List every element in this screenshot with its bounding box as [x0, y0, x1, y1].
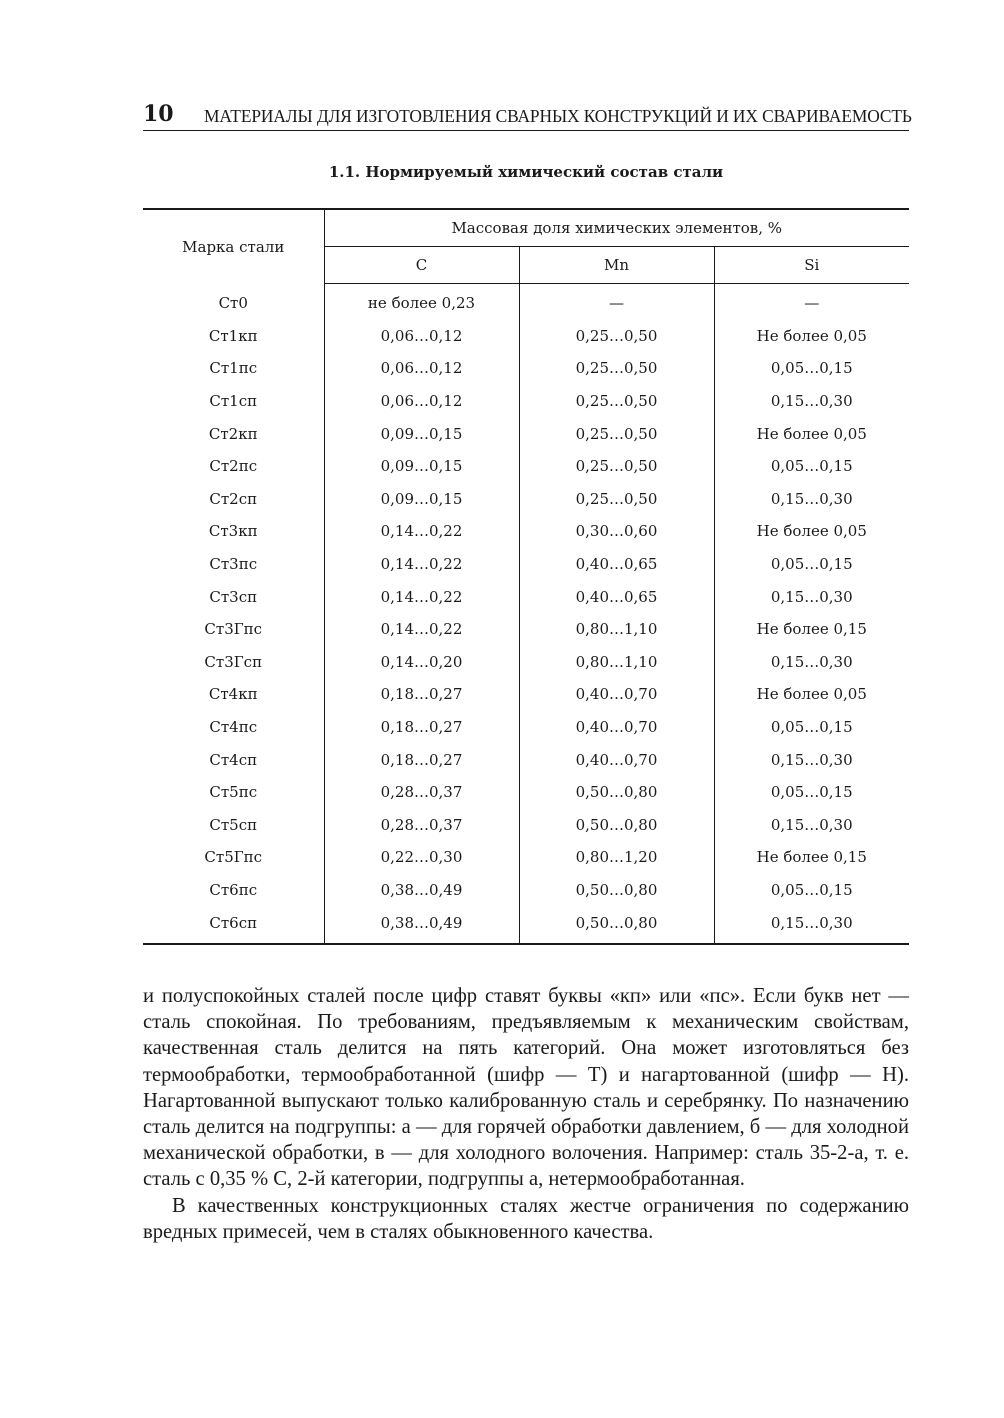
table-row — [143, 580, 909, 613]
paragraph: и полуспокойных сталей после цифр ставят буквы «кп» или «пс». Если букв нет — сталь спокойная. По требованиям, предъявляемым к механическим свойствам, качественная сталь делится на пять категорий. Она может изготовляться без термообработки, термообработанной (шифр — Т) и нагартованной (шифр — Н). Нагартованной выпускают только калиброванную сталь и серебрянку. По назначению сталь делится на подгруппы: а — для горячей обработки давлением, б — для холодной механической обработки, в — для холодного волочения. Например: сталь 35-2-а, т. е. сталь с 0,35 % С, 2-й категории, подгруппы а, нетермообработанная. — [143, 985, 909, 1191]
paragraph: В качественных конструкционных сталях жестче ограничения по содержанию вредных примесей, чем в сталях обыкновенного качества. — [143, 1194, 909, 1243]
cell-grade: Ст1сп — [209, 392, 258, 411]
cell-si: 0,05…0,15 — [714, 548, 909, 581]
cell-c: 0,14…0,20 — [324, 646, 519, 679]
cell-mn: 0,40…0,70 — [519, 743, 714, 776]
cell-si: Не более 0,05 — [714, 417, 909, 450]
cell-grade: Ст2сп — [209, 489, 258, 508]
cell-mn: 0,40…0,70 — [519, 678, 714, 711]
cell-grade: Ст5сп — [209, 815, 258, 834]
table-row — [143, 743, 909, 776]
cell-grade: Ст0 — [218, 294, 248, 313]
cell-grade: Ст4сп — [209, 750, 258, 769]
cell-c: 0,09…0,15 — [324, 483, 519, 516]
cell-grade: Ст6пс — [209, 880, 258, 899]
table-row — [143, 548, 909, 581]
cell-grade: Ст5пс — [209, 783, 258, 802]
header-mn: Mn — [519, 247, 714, 284]
cell-mn: 0,25…0,50 — [519, 352, 714, 385]
cell-c: 0,06…0,12 — [324, 320, 519, 353]
table-row — [143, 711, 909, 744]
cell-mn: 0,40…0,65 — [519, 580, 714, 613]
cell-si: 0,05…0,15 — [714, 352, 909, 385]
cell-grade: Ст1кп — [208, 326, 258, 345]
cell-grade: Ст6сп — [209, 913, 258, 932]
cell-grade: Ст3Гсп — [204, 652, 263, 671]
table-row — [143, 613, 909, 646]
cell-mn: 0,80…1,10 — [519, 646, 714, 679]
cell-c: 0,22…0,30 — [324, 841, 519, 874]
running-head — [143, 100, 912, 131]
cell-si: 0,05…0,15 — [714, 450, 909, 483]
table-row — [143, 385, 909, 418]
cell-grade: Ст5Гпс — [204, 848, 263, 867]
cell-c: 0,09…0,15 — [324, 450, 519, 483]
cell-si: 0,15…0,30 — [714, 646, 909, 679]
body-text — [143, 983, 909, 1245]
cell-mn: 0,25…0,50 — [519, 320, 714, 353]
table-row — [143, 320, 909, 353]
cell-si: — — [714, 284, 909, 320]
cell-c: 0,14…0,22 — [324, 580, 519, 613]
cell-mn: 0,30…0,60 — [519, 515, 714, 548]
table-row — [143, 906, 909, 944]
table-caption: 1.1. Нормируемый химический состав стали — [328, 163, 724, 181]
cell-si: 0,05…0,15 — [714, 776, 909, 809]
table-row — [143, 809, 909, 842]
cell-mn: 0,25…0,50 — [519, 483, 714, 516]
chemical-composition-table — [143, 208, 909, 945]
cell-grade: Ст1пс — [209, 359, 258, 378]
cell-mn: 0,80…1,20 — [519, 841, 714, 874]
page-number: 10 — [143, 101, 174, 127]
cell-grade: Ст2кп — [208, 424, 258, 443]
cell-mn: 0,25…0,50 — [519, 385, 714, 418]
table-row — [143, 450, 909, 483]
header-si: Si — [714, 247, 909, 284]
cell-c: 0,38…0,49 — [324, 874, 519, 907]
cell-c: 0,18…0,27 — [324, 743, 519, 776]
cell-si: 0,05…0,15 — [714, 874, 909, 907]
cell-grade: Ст3кп — [208, 522, 258, 541]
cell-si: 0,15…0,30 — [714, 906, 909, 944]
cell-mn: 0,50…0,80 — [519, 776, 714, 809]
cell-si: Не более 0,15 — [714, 841, 909, 874]
cell-c: 0,14…0,22 — [324, 548, 519, 581]
cell-grade: Ст4пс — [209, 718, 258, 737]
cell-mn: 0,25…0,50 — [519, 417, 714, 450]
cell-c: 0,06…0,12 — [324, 385, 519, 418]
cell-si: Не более 0,05 — [714, 678, 909, 711]
cell-si: 0,15…0,30 — [714, 580, 909, 613]
cell-mn: — — [519, 284, 714, 320]
cell-c: 0,09…0,15 — [324, 417, 519, 450]
table-row — [143, 352, 909, 385]
cell-si: 0,15…0,30 — [714, 743, 909, 776]
table-row — [143, 841, 909, 874]
cell-mn: 0,40…0,70 — [519, 711, 714, 744]
table-row — [143, 284, 909, 320]
table-row — [143, 646, 909, 679]
cell-grade: Ст2пс — [209, 457, 258, 476]
cell-si: 0,15…0,30 — [714, 809, 909, 842]
cell-mn: 0,50…0,80 — [519, 809, 714, 842]
cell-mn: 0,80…1,10 — [519, 613, 714, 646]
table-row — [143, 776, 909, 809]
cell-mn: 0,50…0,80 — [519, 906, 714, 944]
cell-si: Не более 0,05 — [714, 515, 909, 548]
cell-c: 0,38…0,49 — [324, 906, 519, 944]
table-row — [143, 515, 909, 548]
cell-si: 0,15…0,30 — [714, 483, 909, 516]
cell-grade: Ст3Гпс — [204, 620, 263, 639]
cell-grade: Ст4кп — [208, 685, 258, 704]
cell-mn: 0,40…0,65 — [519, 548, 714, 581]
cell-c: 0,28…0,37 — [324, 809, 519, 842]
cell-c: 0,14…0,22 — [324, 613, 519, 646]
cell-si: Не более 0,15 — [714, 613, 909, 646]
cell-grade: Ст3сп — [209, 587, 258, 606]
header-mass-fraction: Массовая доля химических элементов, % — [324, 209, 909, 247]
table-row — [143, 874, 909, 907]
cell-si: 0,15…0,30 — [714, 385, 909, 418]
cell-grade: Ст3пс — [209, 555, 258, 574]
table-row — [143, 417, 909, 450]
cell-mn: 0,25…0,50 — [519, 450, 714, 483]
cell-c: 0,18…0,27 — [324, 711, 519, 744]
cell-c: не более 0,23 — [324, 284, 519, 320]
table-row — [143, 678, 909, 711]
cell-c: 0,14…0,22 — [324, 515, 519, 548]
header-grade: Марка стали — [182, 237, 285, 256]
running-title: МАТЕРИАЛЫ ДЛЯ ИЗГОТОВЛЕНИЯ СВАРНЫХ КОНСТРУКЦИЙ И ИХ СВАРИВАЕМОСТЬ — [204, 106, 912, 126]
table-body — [143, 284, 909, 944]
cell-c: 0,28…0,37 — [324, 776, 519, 809]
table-row — [143, 483, 909, 516]
cell-c: 0,06…0,12 — [324, 352, 519, 385]
cell-mn: 0,50…0,80 — [519, 874, 714, 907]
header-c: C — [324, 247, 519, 284]
cell-si: 0,05…0,15 — [714, 711, 909, 744]
cell-c: 0,18…0,27 — [324, 678, 519, 711]
cell-si: Не более 0,05 — [714, 320, 909, 353]
